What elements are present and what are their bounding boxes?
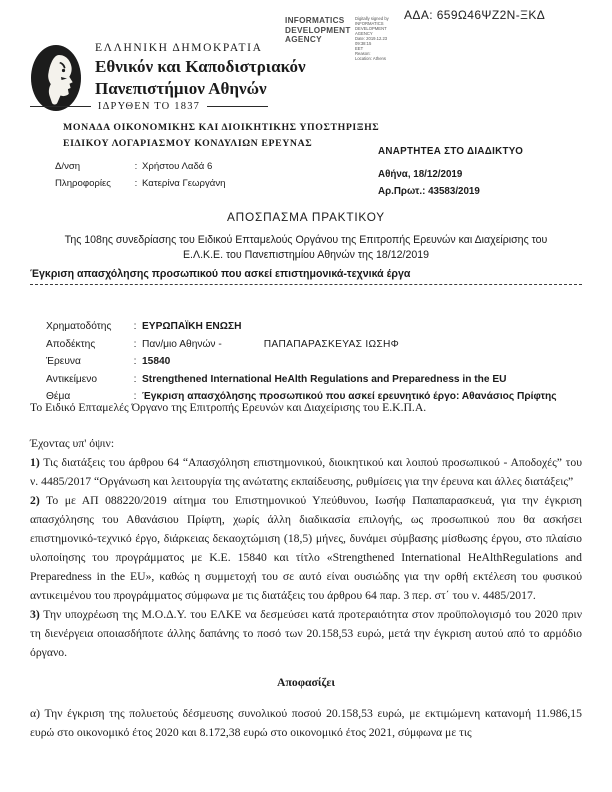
item-text: Τις διατάξεις του άρθρου 64 “Απασχόληση επιστημονικού, διοικητικού και λοιπού προσωπικού - Αποδοχές” του ν. 4485/2017 “Οργάνωση και λειτουργία της ανώτατης εκπαίδευσης, ρυθμίσεις για την έρευνα και άλλες διατάξεις” xyxy=(30,456,582,488)
item-text: Την έγκριση της πολυετούς δέσμευσης συνολικού ποσού 20.158,53 ευρώ, με εκτιμώμενη κατανομή 11.986,15 ευρώ στο οικονομικό έτος 2020 και 8.172,38 ευρώ στο οικονομικό έτος 2021, σύμφωνα με τις xyxy=(30,707,582,739)
consideration-item-2 xyxy=(30,491,582,605)
organ-statement: Το Ειδικό Επταμελές Όργανο της Επιτροπής Ερευνών και Διαχείρισης του Ε.Κ.Π.Α. xyxy=(30,401,427,414)
contact-label: Δ/νση xyxy=(55,161,81,172)
field-row-funder xyxy=(46,318,582,336)
fields-table xyxy=(46,318,582,406)
ada-code: ΑΔΑ: 659Ω46ΨΖ2Ν-ΞΚΔ xyxy=(404,8,546,22)
dotted-divider xyxy=(30,284,582,285)
field-label: Αντικείμενο xyxy=(46,373,98,385)
field-label: Χρηματοδότης xyxy=(46,321,112,332)
decision-item-a xyxy=(30,704,582,742)
city-date: Αθήνα, 18/12/2019 xyxy=(378,169,463,180)
item-text: Το με ΑΠ 088220/2019 αίτημα του Επιστημονικού Υπεύθυνου, Ιωσήφ Παπαπαρασκευά, για την έγκριση απασχόλησης του Αθανάσιου Πρίφτη, χωρίς άλλη διαδικασία επιλογής, ως προσωπικού που θα ασκήσει επιστημονικό-τεχνικό έργο, διάρκειας δεκαοχτώμιση (18,5) μήνες, δυνάμει σύμβασης μίσθωσης έργου, στο πλαίσιο υλοποίησης του προγράμματος με Κ.Ε. 15840 και τίτλο «Strengthened International HeAlthRegulations and Preparedness in the EU», καθώς η συμμετοχή του σε αυτό είναι ουσιώδης για την ορθή εκτέλεση του φυσικού αντικειμένου του προγράμματος σύμφωνα με τις διατάξεις του άρθρου 64 παρ. 3 περ. στ΄ του ν. 4485/2017. xyxy=(30,494,582,602)
field-value: Παν/μιο Αθηνών - xyxy=(142,338,222,350)
founded-line xyxy=(30,101,268,112)
digital-signature-stamp xyxy=(285,16,403,61)
contact-value: Κατερίνα Γεωργάνη xyxy=(142,178,226,189)
session-description: Της 108ης συνεδρίασης του Ειδικού Επταμελούς Οργάνου της Επιτροπής Ερευνών και Διαχείρισης του Ε.Λ.Κ.Ε. του Πανεπιστημίου Αθηνών της 18/12/2019 xyxy=(64,234,548,261)
contact-value: Χρήστου Λαδά 6 xyxy=(142,161,213,172)
contact-row-address xyxy=(55,158,225,175)
field-label: Θέμα xyxy=(46,391,71,402)
colon-separator: : xyxy=(133,321,137,332)
field-row-recipient xyxy=(46,336,582,354)
sig-line: INFORMATICS xyxy=(355,21,384,26)
university-name-line1: Εθνικόν και Καποδιστριακόν xyxy=(95,57,306,76)
body-text xyxy=(30,398,582,742)
field-value: 15840 xyxy=(142,356,171,367)
item-number: 3) xyxy=(30,608,40,621)
sig-line: Date: 2019.12.23 09:38:15 xyxy=(355,36,388,46)
sig-line: Location: Athens xyxy=(355,56,386,61)
sig-line: Reason: xyxy=(355,51,371,56)
item-number: 1) xyxy=(30,456,40,469)
field-row-research xyxy=(46,353,582,371)
sig-line: EET xyxy=(355,46,364,51)
consideration-item-3 xyxy=(30,605,582,662)
subject-line: Έγκριση απασχόλησης προσωπικού που ασκεί επιστημονικά-τεχνικά έργα xyxy=(30,268,411,280)
sig-line: Digitally signed by xyxy=(355,16,389,21)
publish-on-internet-label: ΑΝΑΡΤΗΤΕΑ ΣΤΟ ΔΙΑΔΙΚΤΥΟ xyxy=(378,146,524,157)
protocol-block xyxy=(378,146,523,197)
field-value: Strengthened International HeAlth Regulations and Preparedness in the EU xyxy=(142,373,507,385)
sig-line: DEVELOPMENT AGENCY xyxy=(355,26,387,36)
item-number: α) xyxy=(30,707,41,720)
field-value: ΕΥΡΩΠΑΪΚΗ ΕΝΩΣΗ xyxy=(142,321,242,332)
colon-separator: : xyxy=(134,178,138,189)
unit-name-line2: ΕΙΔΙΚΟΥ ΛΟΓΑΡΙΑΣΜΟΥ ΚΟΝΔΥΛΙΩΝ ΕΡΕΥΝΑΣ xyxy=(63,138,313,149)
extract-title: ΑΠΟΣΠΑΣΜΑ ΠΡΑΚΤΙΚΟΥ xyxy=(227,210,385,224)
colon-separator: : xyxy=(133,391,137,402)
colon-separator: : xyxy=(134,161,138,172)
colon-separator: : xyxy=(133,338,137,350)
contact-row-info xyxy=(55,175,225,192)
item-text: Την υποχρέωση της Μ.Ο.Δ.Υ. του ΕΛΚΕ να δεσμεύσει κατά προτεραιότητα στον προϋπολογισμό του 2020 πριν τη διενέργεια οποιασδήποτε άλλης δαπάνης το ποσό των 20.158,53 ευρώ, μετά την έγκριση αυτού από το αρμόδιο όργανο. xyxy=(30,608,582,659)
stamp-agency-name: INFORMATICS DEVELOPMENT AGENCY xyxy=(285,16,351,44)
unit-name-line1: ΜΟΝΑΔΑ ΟΙΚΟΝΟΜΙΚΗΣ ΚΑΙ ΔΙΟΙΚΗΤΙΚΗΣ ΥΠΟΣΤΗΡΙΞΗΣ xyxy=(63,122,380,133)
field-label: Έρευνα xyxy=(46,356,81,367)
divider-line xyxy=(207,106,268,107)
field-row-object xyxy=(46,371,582,389)
protocol-number: Αρ.Πρωτ.: 43583/2019 xyxy=(378,186,480,197)
decision-heading: Αποφασίζει xyxy=(277,676,335,689)
consideration-item-1 xyxy=(30,453,582,491)
field-value: Έγκριση απασχόλησης προσωπικού που ασκεί ερευνητικό έργο: Αθανάσιος Πρίφτης xyxy=(142,391,557,402)
colon-separator: : xyxy=(133,356,137,367)
hellenic-republic-label: ΕΛΛΗΝΙΚΗ ΔΗΜΟΚΡΑΤΙΑ xyxy=(95,42,263,54)
contact-label: Πληροφορίες xyxy=(55,178,111,189)
divider-line xyxy=(30,106,91,107)
stamp-signature-details xyxy=(355,16,403,61)
founded-text: ΙΔΡΥΘΕΝ ΤΟ 1837 xyxy=(97,101,201,112)
contact-block xyxy=(55,158,225,192)
field-label: Αποδέκτης xyxy=(46,338,96,350)
field-value-secondary: ΠΑΠΑΠΑΡΑΣΚΕΥΑΣ ΙΩΣΗΦ xyxy=(263,338,400,350)
colon-separator: : xyxy=(133,373,137,385)
item-number: 2) xyxy=(30,494,40,507)
having-regard-label: Έχοντας υπ' όψιν: xyxy=(30,437,115,450)
university-name-line2: Πανεπιστήμιον Αθηνών xyxy=(95,79,267,98)
